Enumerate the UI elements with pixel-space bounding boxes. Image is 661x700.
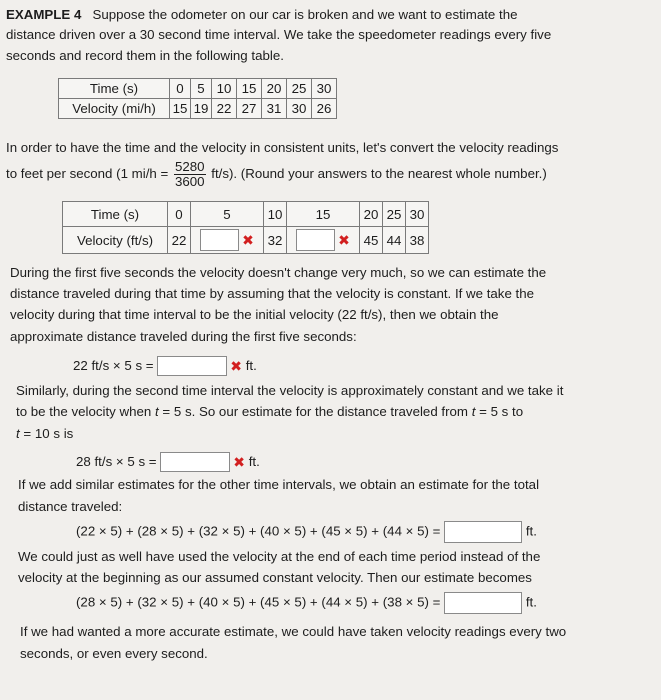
table-cell: 25	[383, 202, 406, 227]
sum2-line-2: velocity at the beginning as our assumed constant velocity. Then our estimate becomes	[18, 570, 532, 585]
table-cell: 15	[237, 79, 262, 99]
left-endpoint-total-input[interactable]	[444, 521, 522, 543]
first-line-4: approximate distance traveled during the first five seconds:	[10, 329, 357, 344]
table-cell: 10	[212, 79, 237, 99]
table-cell: 0	[170, 79, 191, 99]
t-variable: t	[471, 404, 476, 419]
table-header: Velocity (ft/s)	[63, 227, 168, 254]
fts-table	[62, 201, 429, 254]
second-eq-text: 28 ft/s × 5 s =	[76, 454, 157, 469]
first-eq-text: 22 ft/s × 5 s =	[73, 358, 154, 373]
table-cell: 44	[383, 227, 406, 254]
table-cell: 27	[237, 99, 262, 119]
intro-line-3: seconds and record them in the following table.	[6, 48, 284, 63]
right-endpoint-total-input[interactable]	[444, 592, 522, 614]
table-cell: 22	[212, 99, 237, 119]
table-cell: 5	[191, 79, 212, 99]
final-line-1: If we had wanted a more accurate estimate, we could have taken velocity readings every two	[20, 624, 567, 639]
t-variable: t	[16, 426, 20, 441]
table-row	[59, 99, 337, 119]
velocity-5-cell	[191, 227, 264, 254]
fraction-denominator: 3600	[174, 174, 205, 189]
convert-line-2	[6, 160, 547, 189]
table-cell: 38	[406, 227, 429, 254]
second-distance-input[interactable]	[160, 452, 230, 472]
table-cell: 26	[312, 99, 337, 119]
table-header: Time (s)	[59, 79, 170, 99]
intro-text-1: Suppose the odometer on our car is broken and we want to estimate the	[92, 7, 518, 22]
table-cell: 25	[287, 79, 312, 99]
table-cell: 30	[287, 99, 312, 119]
second-line-2	[16, 402, 523, 423]
sum2-equation	[76, 592, 537, 614]
incorrect-icon: ✖	[338, 231, 350, 248]
table-cell: 10	[264, 202, 287, 227]
t-variable: t	[154, 404, 159, 419]
second-text-a: to be the velocity when	[16, 404, 152, 419]
table-cell: 5	[191, 202, 264, 227]
sum1-eq-text: (22 × 5) + (28 × 5) + (32 × 5) + (40 × 5) + (45 × 5) + (44 × 5) =	[76, 523, 441, 539]
incorrect-icon: ✖	[230, 358, 243, 375]
first-equation	[73, 356, 257, 377]
fraction-numerator: 5280	[174, 159, 205, 174]
sum1-line-1: If we add similar estimates for the other time intervals, we obtain an estimate for the total	[18, 477, 540, 492]
intro-line-2: distance driven over a 30 second time interval. We take the speedometer readings every five	[6, 27, 552, 42]
second-text-b: = 5 s. So our estimate for the distance traveled from	[162, 404, 468, 419]
table-cell: 19	[191, 99, 212, 119]
second-equation	[76, 452, 260, 473]
incorrect-icon: ✖	[242, 231, 254, 248]
unit-label: ft.	[525, 523, 537, 539]
sum1-line-2: distance traveled:	[18, 499, 123, 514]
table-row	[63, 202, 429, 227]
example-label: EXAMPLE 4	[6, 7, 82, 22]
table-header: Velocity (mi/h)	[59, 99, 170, 119]
velocity-15-input[interactable]	[296, 229, 335, 251]
second-line-3	[16, 424, 73, 445]
table-cell: 20	[360, 202, 383, 227]
convert-line-1: In order to have the time and the velocity in consistent units, let's convert the velocity readings	[6, 140, 559, 155]
unit-label: ft.	[248, 454, 260, 469]
table-row	[63, 227, 429, 254]
mph-table	[58, 78, 337, 119]
velocity-5-input[interactable]	[200, 229, 239, 251]
table-row	[59, 79, 337, 99]
sum2-eq-text: (28 × 5) + (32 × 5) + (40 × 5) + (45 × 5) + (44 × 5) + (38 × 5) =	[76, 594, 441, 610]
second-text-d: = 10 s is	[23, 426, 74, 441]
first-line-2: distance traveled during that time by assuming that the velocity is constant. If we take the	[10, 286, 535, 301]
conversion-fraction	[174, 160, 206, 189]
table-cell: 15	[287, 202, 360, 227]
sum2-line-1: We could just as well have used the velocity at the end of each time period instead of the	[18, 549, 541, 564]
table-cell: 15	[170, 99, 191, 119]
table-cell: 0	[168, 202, 191, 227]
velocity-15-cell	[287, 227, 360, 254]
unit-label: ft.	[245, 358, 257, 373]
first-distance-input[interactable]	[157, 356, 227, 376]
table-cell: 32	[264, 227, 287, 254]
intro-line-1	[6, 5, 517, 26]
sum1-equation	[76, 521, 537, 543]
unit-label: ft.	[525, 594, 537, 610]
table-cell: 30	[312, 79, 337, 99]
table-header: Time (s)	[63, 202, 168, 227]
convert-text-pre: to feet per second (1 mi/h =	[6, 166, 169, 182]
table-cell: 30	[406, 202, 429, 227]
second-line-1: Similarly, during the second time interval the velocity is approximately constant and we take it	[16, 383, 564, 398]
convert-text-post: ft/s). (Round your answers to the nearest whole number.)	[211, 166, 547, 182]
incorrect-icon: ✖	[233, 454, 246, 471]
final-line-2: seconds, or even every second.	[20, 646, 208, 661]
first-line-1: During the first five seconds the velocity doesn't change very much, so we can estimate the	[10, 265, 547, 280]
second-text-c: = 5 s to	[479, 404, 524, 419]
first-line-3: velocity during that time interval to be the initial velocity (22 ft/s), then we obtain the	[10, 307, 499, 322]
table-cell: 45	[360, 227, 383, 254]
table-cell: 31	[262, 99, 287, 119]
table-cell: 22	[168, 227, 191, 254]
table-cell: 20	[262, 79, 287, 99]
